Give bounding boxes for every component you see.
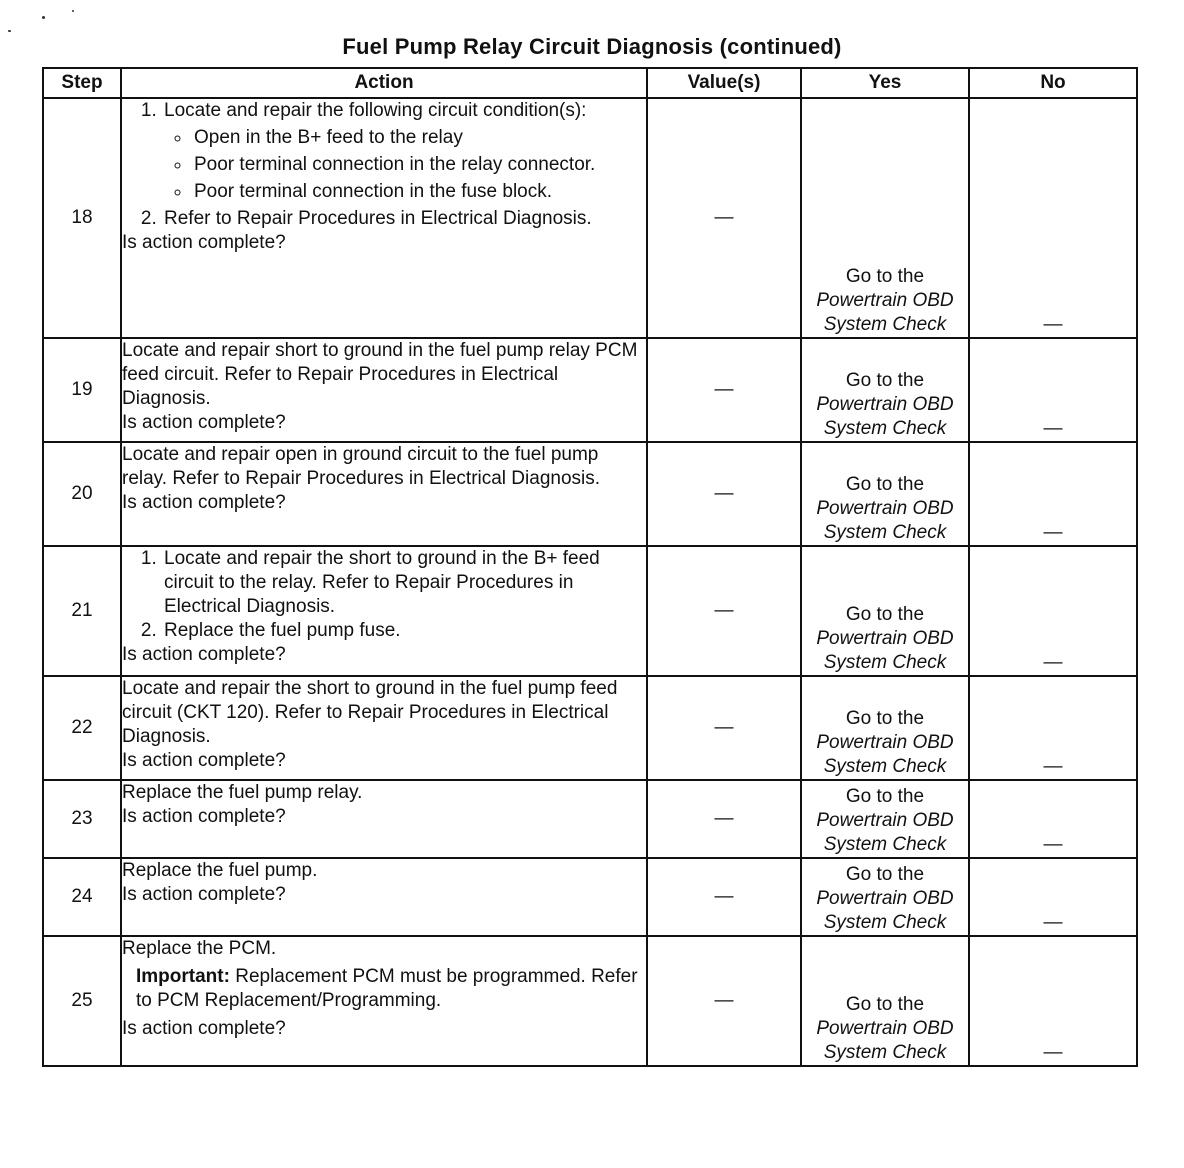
action-step	[162, 99, 646, 204]
table-row	[43, 442, 1137, 546]
yes-ref-2: System Check	[823, 834, 947, 855]
action-cell	[121, 442, 647, 546]
yes-cell	[801, 338, 969, 442]
yes-ref-1: Powertrain OBD	[816, 628, 954, 649]
action-text: Locate and repair open in ground circuit to the fuel pump relay. Refer to Repair Procedures in Electrical Diagnosis.	[122, 444, 601, 489]
no-cell	[969, 442, 1137, 546]
yes-ref-2: System Check	[823, 418, 947, 439]
yes-cell	[801, 936, 969, 1066]
action-step: 2. Refer to Repair Procedures in Electrical Diagnosis.	[162, 207, 646, 231]
table-row	[43, 338, 1137, 442]
table-row	[43, 98, 1137, 338]
condition-item: ◦ Poor terminal connection in the relay connector.	[192, 153, 646, 177]
dash: —	[1043, 418, 1063, 439]
action-text: Replace the fuel pump relay.	[122, 782, 363, 803]
values-cell	[647, 338, 801, 442]
step-number: 22	[43, 676, 121, 780]
important-text: Replacement PCM must be programmed. Refer to PCM Replacement/Programming.	[136, 966, 638, 1011]
important-label: Important:	[136, 966, 230, 987]
yes-ref-1: Powertrain OBD	[816, 290, 954, 311]
values-cell	[647, 780, 801, 858]
yes-cell	[801, 676, 969, 780]
yes-goto: Go to the	[845, 266, 925, 287]
scan-speck	[8, 30, 11, 32]
action-step: 1. Locate and repair the short to ground in the B+ feed circuit to the relay. Refer to Repair Procedures in Electrical Diagnosis.	[162, 547, 646, 619]
yes-goto: Go to the	[845, 604, 925, 625]
yes-goto: Go to the	[845, 786, 925, 807]
dash: —	[1043, 1042, 1063, 1063]
yes-ref-2: System Check	[823, 1042, 947, 1063]
action-cell	[121, 98, 647, 338]
step-number: 20	[43, 442, 121, 546]
important-note	[122, 965, 646, 1013]
action-step-text: Locate and repair the following circuit condition(s):	[164, 100, 587, 121]
action-text: Replace the PCM.	[122, 938, 277, 959]
complete-question: Is action complete?	[122, 644, 286, 665]
step-number: 25	[43, 936, 121, 1066]
header-values: Value(s)	[647, 68, 801, 98]
yes-cell	[801, 780, 969, 858]
yes-ref-2: System Check	[823, 756, 947, 777]
step-number: 18	[43, 98, 121, 338]
condition-item: ◦ Poor terminal connection in the fuse block.	[192, 180, 646, 204]
yes-ref-2: System Check	[823, 314, 947, 335]
complete-question: Is action complete?	[122, 750, 286, 771]
no-cell	[969, 676, 1137, 780]
yes-ref-1: Powertrain OBD	[816, 732, 954, 753]
dash: —	[1043, 912, 1063, 933]
action-cell	[121, 338, 647, 442]
yes-ref-1: Powertrain OBD	[816, 498, 954, 519]
action-text: Locate and repair the short to ground in the fuel pump feed circuit (CKT 120). Refer to Repair Procedures in Electrical Diagnosis.	[122, 678, 618, 747]
dash: —	[714, 207, 734, 228]
yes-ref-1: Powertrain OBD	[816, 810, 954, 831]
dash: —	[714, 886, 734, 907]
yes-goto: Go to the	[845, 708, 925, 729]
yes-ref-1: Powertrain OBD	[816, 394, 954, 415]
values-cell	[647, 858, 801, 936]
yes-ref-2: System Check	[823, 652, 947, 673]
yes-goto: Go to the	[845, 370, 925, 391]
dash: —	[714, 483, 734, 504]
no-cell	[969, 98, 1137, 338]
values-cell	[647, 546, 801, 676]
complete-question: Is action complete?	[122, 232, 286, 253]
dash: —	[714, 717, 734, 738]
action-cell	[121, 936, 647, 1066]
step-number: 23	[43, 780, 121, 858]
yes-cell	[801, 442, 969, 546]
no-cell	[969, 780, 1137, 858]
condition-list	[164, 126, 646, 204]
yes-ref-2: System Check	[823, 912, 947, 933]
dash: —	[1043, 314, 1063, 335]
step-number: 21	[43, 546, 121, 676]
action-cell	[121, 780, 647, 858]
yes-cell	[801, 546, 969, 676]
action-cell	[121, 858, 647, 936]
table-row	[43, 858, 1137, 936]
yes-goto: Go to the	[845, 864, 925, 885]
header-step: Step	[43, 68, 121, 98]
no-cell	[969, 936, 1137, 1066]
table-row	[43, 676, 1137, 780]
yes-ref-1: Powertrain OBD	[816, 888, 954, 909]
step-number: 19	[43, 338, 121, 442]
dash: —	[1043, 756, 1063, 777]
yes-goto: Go to the	[845, 994, 925, 1015]
yes-goto: Go to the	[845, 474, 925, 495]
page-title: Fuel Pump Relay Circuit Diagnosis (continued)	[342, 34, 842, 59]
scan-speck	[72, 10, 74, 12]
dash: —	[1043, 652, 1063, 673]
values-cell	[647, 676, 801, 780]
table-row	[43, 936, 1137, 1066]
yes-ref-2: System Check	[823, 522, 947, 543]
dash: —	[1043, 522, 1063, 543]
scan-speck	[42, 16, 45, 19]
header-yes: Yes	[801, 68, 969, 98]
complete-question: Is action complete?	[122, 492, 286, 513]
action-steps	[122, 99, 646, 231]
yes-cell	[801, 98, 969, 338]
table-row	[43, 780, 1137, 858]
header-row	[43, 68, 1137, 98]
action-cell	[121, 676, 647, 780]
dash: —	[714, 990, 734, 1011]
condition-item: ◦ Open in the B+ feed to the relay	[192, 126, 646, 150]
no-cell	[969, 858, 1137, 936]
values-cell	[647, 98, 801, 338]
no-cell	[969, 546, 1137, 676]
yes-cell	[801, 858, 969, 936]
action-text: Replace the fuel pump.	[122, 860, 318, 881]
action-text: Locate and repair short to ground in the fuel pump relay PCM feed circuit. Refer to Repair Procedures in Electrical Diagnosis.	[122, 340, 638, 409]
yes-ref-1: Powertrain OBD	[816, 1018, 954, 1039]
values-cell	[647, 442, 801, 546]
dash: —	[714, 600, 734, 621]
header-action: Action	[121, 68, 647, 98]
complete-question: Is action complete?	[122, 412, 286, 433]
diagnosis-table	[42, 67, 1138, 1067]
action-step: 2. Replace the fuel pump fuse.	[162, 619, 646, 643]
complete-question: Is action complete?	[122, 884, 286, 905]
complete-question: Is action complete?	[122, 806, 286, 827]
dash: —	[714, 379, 734, 400]
action-steps	[122, 547, 646, 643]
no-cell	[969, 338, 1137, 442]
dash: —	[714, 808, 734, 829]
step-number: 24	[43, 858, 121, 936]
values-cell	[647, 936, 801, 1066]
table-row	[43, 546, 1137, 676]
dash: —	[1043, 834, 1063, 855]
complete-question: Is action complete?	[122, 1018, 286, 1039]
action-cell	[121, 546, 647, 676]
header-no: No	[969, 68, 1137, 98]
